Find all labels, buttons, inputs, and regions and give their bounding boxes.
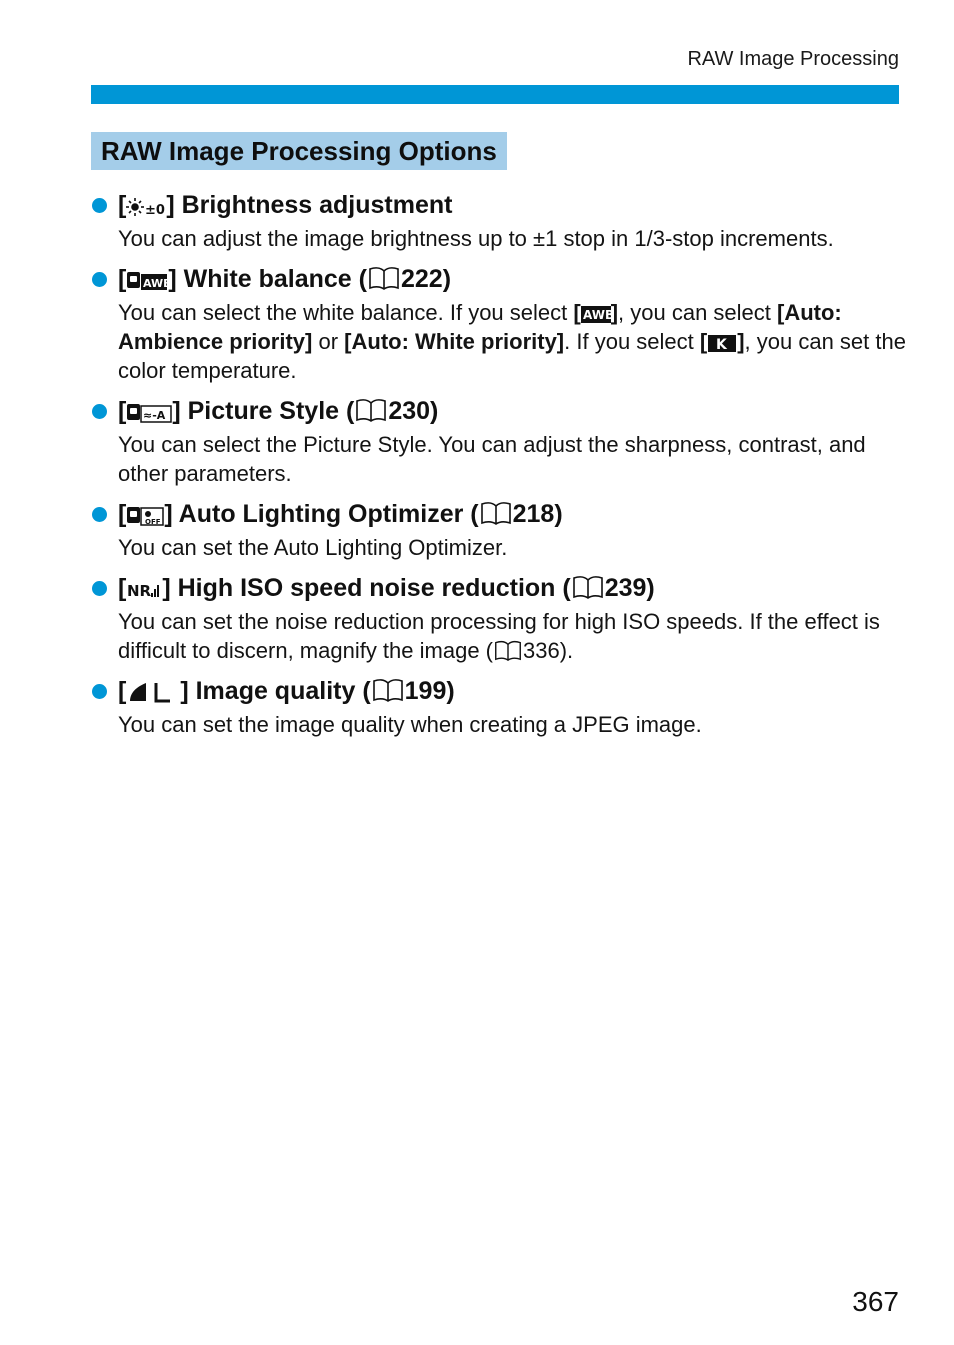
bullet-icon [92, 404, 107, 419]
bullet-icon [92, 581, 107, 596]
item-title: Picture Style ( [187, 397, 355, 425]
item-description: You can set the noise reduction processing for high ISO speeds. If the effect is difficult to discern, magnify the image ( 336). [118, 609, 880, 663]
item-description: You can set the image quality when creating a JPEG image. [118, 712, 702, 737]
bullet-icon [92, 272, 107, 287]
item-description: You can select the white balance. If you select [ AWB ], you can select [Auto: Ambience priority] or [Auto: White priority]. If you select [ K ], you can set the color temperature. [118, 300, 906, 383]
image-quality-icon [126, 679, 180, 705]
options-list [91, 186, 906, 746]
page-reference: 239) [604, 574, 655, 602]
book-reference-icon [572, 575, 604, 599]
book-reference-icon [355, 398, 387, 422]
section-title: RAW Image Processing Options [91, 132, 507, 170]
awb-icon [581, 304, 614, 324]
list-item-high-iso-noise-reduction: [ NR ] High ISO speed noise reduction ( 239) You can set the noise reduction processing for high ISO speeds. If the effect is difficult to discern, magnify the image ( 336). [91, 569, 906, 672]
kelvin-icon [707, 333, 737, 353]
list-item-white-balance: [ AWB ] White balance ( 222) You can select the white balance. If you select [ AWB ], you can select [Auto: Ambience priority] or [Auto: White priority]. If you select [ K ], you can set the color temperature. [91, 260, 906, 392]
page-number: 367 [852, 1286, 899, 1317]
book-reference-icon [368, 266, 400, 290]
auto-lighting-optimizer-icon [126, 502, 164, 528]
list-item-image-quality: [ ] Image quality ( 199) You can set the image quality when creating a JPEG image. [91, 672, 906, 746]
page-reference: 218) [512, 500, 563, 528]
book-reference-icon [372, 678, 404, 702]
book-reference-icon [480, 501, 512, 525]
noise-reduction-icon [126, 576, 162, 602]
svg-text:≈-A: ≈-A [143, 409, 166, 423]
svg-text:K: K [716, 337, 728, 354]
svg-text:OFF: OFF [145, 518, 161, 527]
item-description: You can select the Picture Style. You can adjust the sharpness, contrast, and other parameters. [118, 432, 866, 486]
item-description: You can set the Auto Lighting Optimizer. [118, 535, 508, 560]
white-balance-icon [126, 267, 172, 293]
bullet-icon [92, 684, 107, 699]
page-reference: 230) [388, 397, 439, 425]
picture-style-icon [126, 399, 172, 425]
svg-text:NR: NR [127, 582, 152, 601]
svg-text:±0: ±0 [145, 203, 166, 219]
page-reference: 222) [400, 265, 452, 293]
running-head: RAW Image Processing [687, 48, 899, 70]
list-item-picture-style: [ ≈-A ] Picture Style ( 230) You can select the Picture Style. You can adjust the sharpness, contrast, and other parameters. [91, 392, 906, 495]
bullet-icon [92, 507, 107, 522]
svg-text:AWB: AWB [143, 277, 172, 291]
page-reference: 199) [404, 677, 455, 705]
item-description: You can adjust the image brightness up to ±1 stop in 1/3-stop increments. [118, 226, 834, 251]
book-reference-icon [494, 640, 522, 661]
list-item-brightness: [ ±0 ] Brightness adjustment You can adjust the image brightness up to ±1 stop in 1/3-stop increments. [91, 186, 906, 260]
brightness-adjust-icon [126, 193, 166, 219]
header-bar [91, 85, 899, 104]
item-title: Brightness adjustment [181, 191, 453, 219]
item-title: Auto Lighting Optimizer ( [178, 500, 479, 528]
list-item-auto-lighting-optimizer: [ OFF ] Auto Lighting Optimizer ( 218) You can set the Auto Lighting Optimizer. [91, 495, 906, 569]
svg-text:AWB: AWB [582, 308, 614, 323]
item-title: High ISO speed noise reduction ( [177, 574, 571, 602]
item-title: White balance ( [183, 265, 367, 293]
bullet-icon [92, 198, 107, 213]
item-title: Image quality ( [195, 677, 371, 705]
